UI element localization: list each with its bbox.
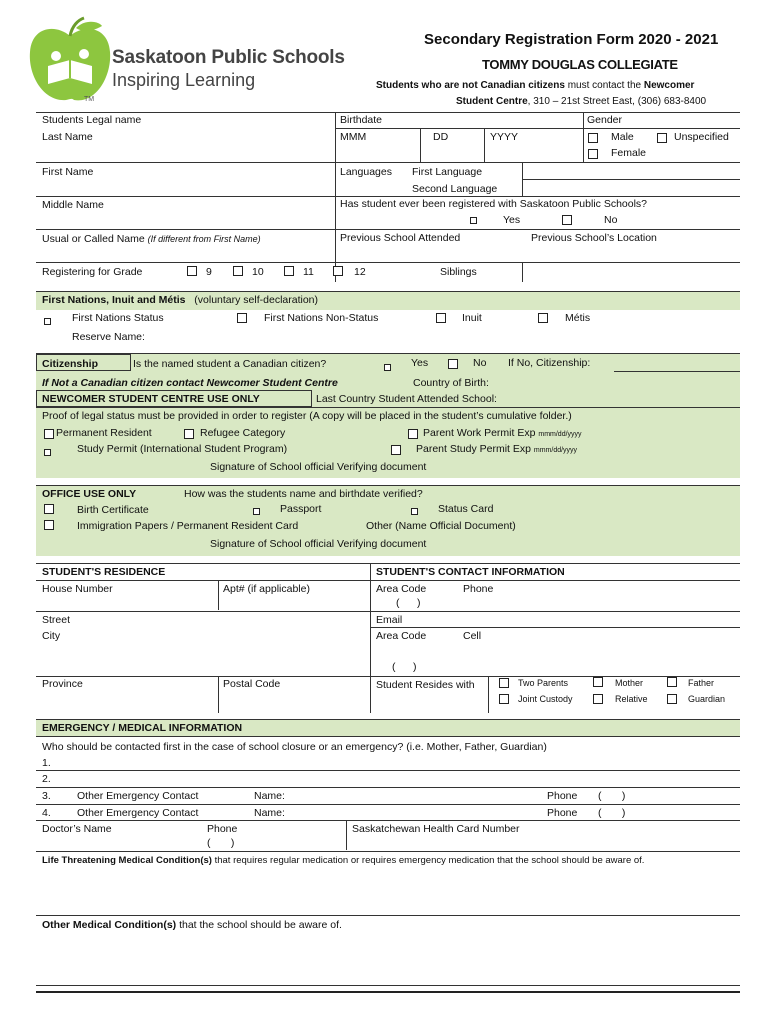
passport-label: Passport	[280, 503, 322, 515]
contact-2-number: 2.	[42, 773, 51, 785]
other-contact-4-label: Other Emergency Contact	[77, 807, 199, 819]
contact-3-number: 3.	[42, 790, 51, 802]
parent-work-permit-label: Parent Work Permit Exp mmm/dd/yyyy	[423, 427, 582, 439]
office-signature-label: Signature of School official Verifying document	[210, 538, 427, 550]
citizenship-signature-label: Signature of School official Verifying document	[210, 461, 427, 473]
relative-checkbox[interactable]	[593, 694, 603, 704]
joint-custody-checkbox[interactable]	[499, 694, 509, 704]
citizen-no-label: No	[473, 357, 487, 369]
grade-label: Registering for Grade	[42, 266, 143, 278]
registered-question: Has student ever been registered with Saskatoon Public Schools?	[340, 198, 648, 210]
trademark: TM	[84, 96, 95, 103]
emergency-title: EMERGENCY / MEDICAL INFORMATION	[42, 722, 243, 734]
last-name-label: Last Name	[42, 131, 93, 143]
first-nations-nonstatus-checkbox[interactable]	[237, 313, 247, 323]
grade-9-label: 9	[206, 266, 212, 278]
contact-3-area-code[interactable]: ( )	[598, 790, 626, 802]
street-label: Street	[42, 614, 71, 626]
citizen-yes-checkbox[interactable]	[384, 364, 391, 371]
immigration-papers-label: Immigration Papers / Permanent Resident Card	[77, 520, 299, 532]
father-label: Father	[688, 678, 715, 688]
apartment-label: Apt# (if applicable)	[223, 583, 310, 595]
gender-label: Gender	[587, 114, 623, 126]
birth-certificate-label: Birth Certificate	[77, 504, 149, 516]
previous-school-location-label: Previous School’s Location	[531, 232, 657, 244]
second-language-label: Second Language	[412, 183, 498, 195]
first-name-label: First Name	[42, 166, 94, 178]
siblings-label: Siblings	[440, 266, 477, 278]
life-threatening-condition-label: Life Threatening Medical Condition(s) that requires regular medication or requires emergency medication that the school should be aware of.	[42, 855, 645, 866]
citizen-question: Is the named student a Canadian citizen?	[133, 358, 327, 370]
guardian-label: Guardian	[688, 694, 726, 704]
father-checkbox[interactable]	[667, 677, 677, 687]
contact-4-name-label: Name:	[254, 807, 285, 819]
refugee-label: Refugee Category	[200, 427, 286, 439]
grade-10-checkbox[interactable]	[233, 266, 243, 276]
middle-name-label: Middle Name	[42, 199, 104, 211]
postal-code-label: Postal Code	[223, 678, 281, 690]
usual-name-label: Usual or Called Name (If different from First Name)	[42, 233, 261, 245]
cell-area-code-field[interactable]: ( )	[392, 661, 417, 673]
grade-11-label: 11	[303, 266, 314, 278]
passport-checkbox[interactable]	[253, 508, 260, 515]
grade-10-label: 10	[252, 266, 264, 278]
province-label: Province	[42, 678, 83, 690]
phone-area-code-field[interactable]: ( )	[396, 597, 421, 609]
doctor-area-code[interactable]: ( )	[207, 837, 235, 849]
contact-title: STUDENT'S CONTACT INFORMATION	[376, 566, 565, 578]
other-document-label: Other (Name Official Document)	[366, 520, 516, 532]
grade-9-checkbox[interactable]	[187, 266, 197, 276]
registered-no-label: No	[604, 214, 618, 226]
contact-1-number: 1.	[42, 757, 51, 769]
office-use-title: OFFICE USE ONLY	[42, 488, 137, 500]
male-label: Male	[611, 131, 634, 143]
inuit-checkbox[interactable]	[436, 313, 446, 323]
permanent-resident-checkbox[interactable]	[44, 429, 54, 439]
contact-3-phone-label: Phone	[547, 790, 578, 802]
first-nations-status-label: First Nations Status	[72, 312, 164, 324]
other-contact-3-label: Other Emergency Contact	[77, 790, 199, 802]
area-code-label: Area Code	[376, 583, 427, 595]
inuit-label: Inuit	[462, 312, 482, 324]
doctor-phone-label: Phone	[207, 823, 238, 835]
health-card-label: Saskatchewan Health Card Number	[352, 823, 520, 835]
form-title: Secondary Registration Form 2020 - 2021	[424, 31, 719, 48]
house-number-label: House Number	[42, 583, 113, 595]
metis-label: Métis	[565, 312, 591, 324]
birth-year-label: YYYY	[490, 131, 519, 143]
relative-label: Relative	[615, 694, 648, 704]
female-checkbox[interactable]	[588, 149, 598, 159]
reserve-name-label: Reserve Name:	[72, 331, 145, 343]
joint-custody-label: Joint Custody	[518, 694, 573, 704]
if-not-citizen-note: If Not a Canadian citizen contact Newcomer Student Centre	[42, 377, 338, 389]
metis-checkbox[interactable]	[538, 313, 548, 323]
parent-study-permit-label: Parent Study Permit Exp mmm/dd/yyyy	[416, 443, 578, 455]
birthdate-label: Birthdate	[340, 114, 383, 126]
permanent-resident-label: Permanent Resident	[56, 427, 152, 439]
last-country-label: Last Country Student Attended School:	[316, 393, 497, 405]
languages-label: Languages	[340, 166, 392, 178]
doctor-name-label: Doctor’s Name	[42, 823, 112, 835]
study-permit-checkbox[interactable]	[44, 449, 51, 456]
unspecified-label: Unspecified	[674, 131, 729, 143]
country-of-birth-label: Country of Birth:	[413, 377, 489, 389]
proof-of-status-note: Proof of legal status must be provided in order to register (A copy will be placed in the student’s cumulative folder.)	[42, 410, 572, 422]
status-card-label: Status Card	[438, 503, 494, 515]
birth-month-label: MMM	[340, 131, 367, 143]
registered-yes-label: Yes	[503, 214, 521, 226]
email-label: Email	[376, 614, 403, 626]
status-card-checkbox[interactable]	[411, 508, 418, 515]
legal-name-label: Students Legal name	[42, 114, 142, 126]
cell-area-code-label: Area Code	[376, 630, 427, 642]
mother-checkbox[interactable]	[593, 677, 603, 687]
unspecified-checkbox[interactable]	[657, 133, 667, 143]
first-nations-nonstatus-label: First Nations Non-Status	[264, 312, 379, 324]
two-parents-label: Two Parents	[518, 678, 569, 688]
registered-yes-checkbox[interactable]	[470, 217, 477, 224]
citizen-yes-label: Yes	[411, 357, 429, 369]
two-parents-checkbox[interactable]	[499, 678, 509, 688]
male-checkbox[interactable]	[588, 133, 598, 143]
contact-4-area-code[interactable]: ( )	[598, 807, 626, 819]
collegiate-name: TOMMY DOUGLAS COLLEGIATE	[482, 57, 678, 72]
city-label: City	[42, 630, 61, 642]
school-name: Saskatoon Public Schools	[112, 47, 345, 68]
citizen-no-checkbox[interactable]	[448, 359, 458, 369]
verification-question: How was the students name and birthdate verified?	[184, 488, 423, 500]
fnim-title: First Nations, Inuit and Métis (voluntary self-declaration)	[42, 294, 318, 306]
parent-work-permit-checkbox[interactable]	[408, 429, 418, 439]
registered-no-checkbox[interactable]	[562, 215, 572, 225]
study-permit-label: Study Permit (International Student Program)	[77, 443, 288, 455]
newcomer-use-only: NEWCOMER STUDENT CENTRE USE ONLY	[42, 393, 260, 405]
birth-certificate-checkbox[interactable]	[44, 504, 54, 514]
contact-4-number: 4.	[42, 807, 51, 819]
guardian-checkbox[interactable]	[667, 694, 677, 704]
school-tagline: Inspiring Learning	[112, 70, 256, 90]
female-label: Female	[611, 147, 647, 159]
newcomer-notice-2: Student Centre, 310 – 21st Street East, (306) 683-8400	[456, 96, 707, 107]
grade-12-checkbox[interactable]	[333, 266, 343, 276]
phone-label: Phone	[463, 583, 494, 595]
first-nations-status-checkbox[interactable]	[44, 318, 51, 325]
resides-with-label: Student Resides with	[376, 679, 475, 691]
mother-label: Mother	[615, 678, 644, 688]
grade-12-label: 12	[354, 266, 366, 278]
newcomer-notice-1: Students who are not Canadian citizens must contact the Newcomer	[376, 80, 695, 91]
if-no-citizenship-label: If No, Citizenship:	[508, 357, 591, 369]
parent-study-permit-checkbox[interactable]	[391, 445, 401, 455]
immigration-papers-checkbox[interactable]	[44, 520, 54, 530]
emergency-question: Who should be contacted first in the case of school closure or an emergency? (i.e. Mother, Father, Guardian)	[42, 741, 547, 753]
other-medical-condition-label: Other Medical Condition(s) that the school should be aware of.	[42, 919, 342, 931]
grade-11-checkbox[interactable]	[284, 266, 294, 276]
contact-3-name-label: Name:	[254, 790, 285, 802]
residence-title: STUDENT'S RESIDENCE	[42, 566, 166, 578]
birth-day-label: DD	[433, 131, 449, 143]
refugee-checkbox[interactable]	[184, 429, 194, 439]
previous-school-label: Previous School Attended	[340, 232, 461, 244]
apple-logo-icon	[26, 16, 114, 106]
citizenship-title: Citizenship	[42, 358, 99, 370]
first-language-label: First Language	[412, 166, 483, 178]
contact-4-phone-label: Phone	[547, 807, 578, 819]
cell-label: Cell	[463, 630, 482, 642]
